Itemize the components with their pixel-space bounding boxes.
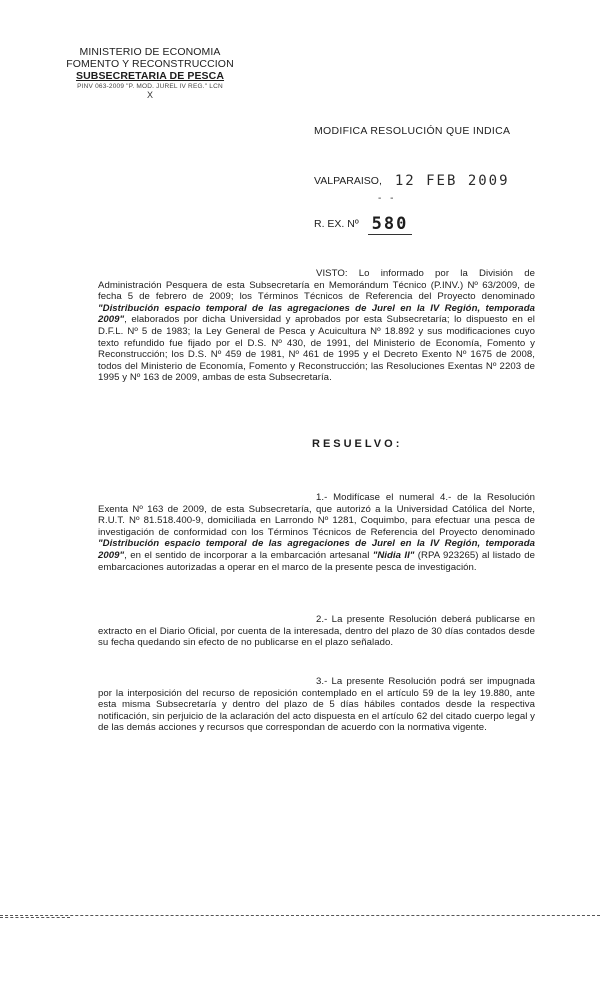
page-divider [0, 915, 600, 916]
ministry-name: MINISTERIO DE ECONOMIA [79, 46, 221, 58]
file-reference: PINV 063-2009 "P. MOD. JUREL IV REG." LCN [77, 83, 223, 90]
article-1-mid: , en el sentido de incorporar a la embarcación artesanal [124, 549, 373, 561]
place-label: VALPARAISO, [314, 175, 382, 187]
document-subject: MODIFICA RESOLUCIÓN QUE INDICA [314, 125, 511, 137]
page-divider-short [0, 917, 70, 918]
date-stamp: 12 FEB 2009 [394, 173, 510, 189]
visto-rest: , elaborados por dicha Universidad y aprobados por esta Subsecretaría; lo dispuesto en el D.F.L. Nº 5 de 1983; la Ley General de Pesca y Acuicultura Nº 18.892 y sus modificaciones cuyo texto refundido fue fijado por el D.S. Nº 430, de 1991, del Ministerio de Economía, Fomento y Reconstrucción; los D.S. Nº 459 de 1981, Nº 461 de 1995 y el Decreto Exento Nº 1675 de 2008, todos del Ministerio de Economía, Fomento y Reconstrucción; las Resoluciones Exentas Nº 2203 de 1995 y Nº 163 de 2009, ambas de esta Subsecretaría. [98, 314, 535, 384]
article-1-rest: (RPA 923265) al listado de embarcaciones autorizadas a operar en el marco de la presente pesca de investigación. [98, 549, 535, 573]
resolution-number [314, 212, 412, 232]
article-2: 2.- La presente Resolución deberá publicarse en extracto en el Diario Oficial, por cuenta de la interesada, dentro del plazo de 30 días contados desde su fecha quedando sin efecto de no publicarse en el plazo señalado. [98, 614, 535, 649]
article-1 [98, 492, 535, 573]
ministry-name-continued: FOMENTO Y RECONSTRUCCION [66, 58, 234, 70]
article-1-project-title: "Distribución espacio temporal de las agregaciones de Jurel en la IV Región, temporada 2009" [98, 538, 535, 561]
article-3: 3.- La presente Resolución podrá ser impugnada por la interposición del recurso de reposición contemplado en el artículo 59 de la ley 19.880, ante esta misma Subsecretaría y dentro del plazo de 5 días hábiles contados desde la respectiva notificación, sin perjuicio de la aclaración del acto dispuesta en el artículo 62 del citado cuerpo legal y de las demás acciones y recursos que correspondan de acuerdo con la normativa vigente. [98, 676, 535, 734]
date-separator: - - [378, 193, 397, 204]
resolution-number-label: R. EX. Nº [314, 218, 359, 230]
vessel-name: "Nidia II" [372, 549, 415, 561]
subsecretariat-name: SUBSECRETARIA DE PESCA [75, 70, 225, 82]
resolution-number-value: 580 [368, 214, 413, 235]
article-1-lead: 1.- Modifícase el numeral 4.- de la Resolución Exenta Nº 163 de 2009, de esta Subsecretaría, que autorizó a la Universidad Católica del Norte, R.U.T. Nº 81.518.400-9, domiciliada en Larrondo Nº 1281, Coquimbo, para efectuar una pesca de investigación de conformidad con los Términos Técnicos de Referencia del Proyecto denominado [98, 492, 535, 538]
place-and-date [314, 172, 510, 188]
visto-paragraph [98, 268, 535, 384]
letterhead [60, 46, 240, 100]
visto-lead: VISTO: Lo informado por la División de Administración Pesquera de esta Subsecretaría en Memorándum Técnico (P.INV.) Nº 63/2009, de fecha 5 de febrero de 2009; los Términos Técnicos de Referencia del Proyecto denominado [98, 268, 535, 303]
resuelvo-heading: RESUELVO: [312, 438, 403, 450]
project-title: "Distribución espacio temporal de las agregaciones de Jurel en la IV Región, temporada 2009" [98, 302, 535, 326]
handwritten-mark: X [146, 90, 153, 100]
